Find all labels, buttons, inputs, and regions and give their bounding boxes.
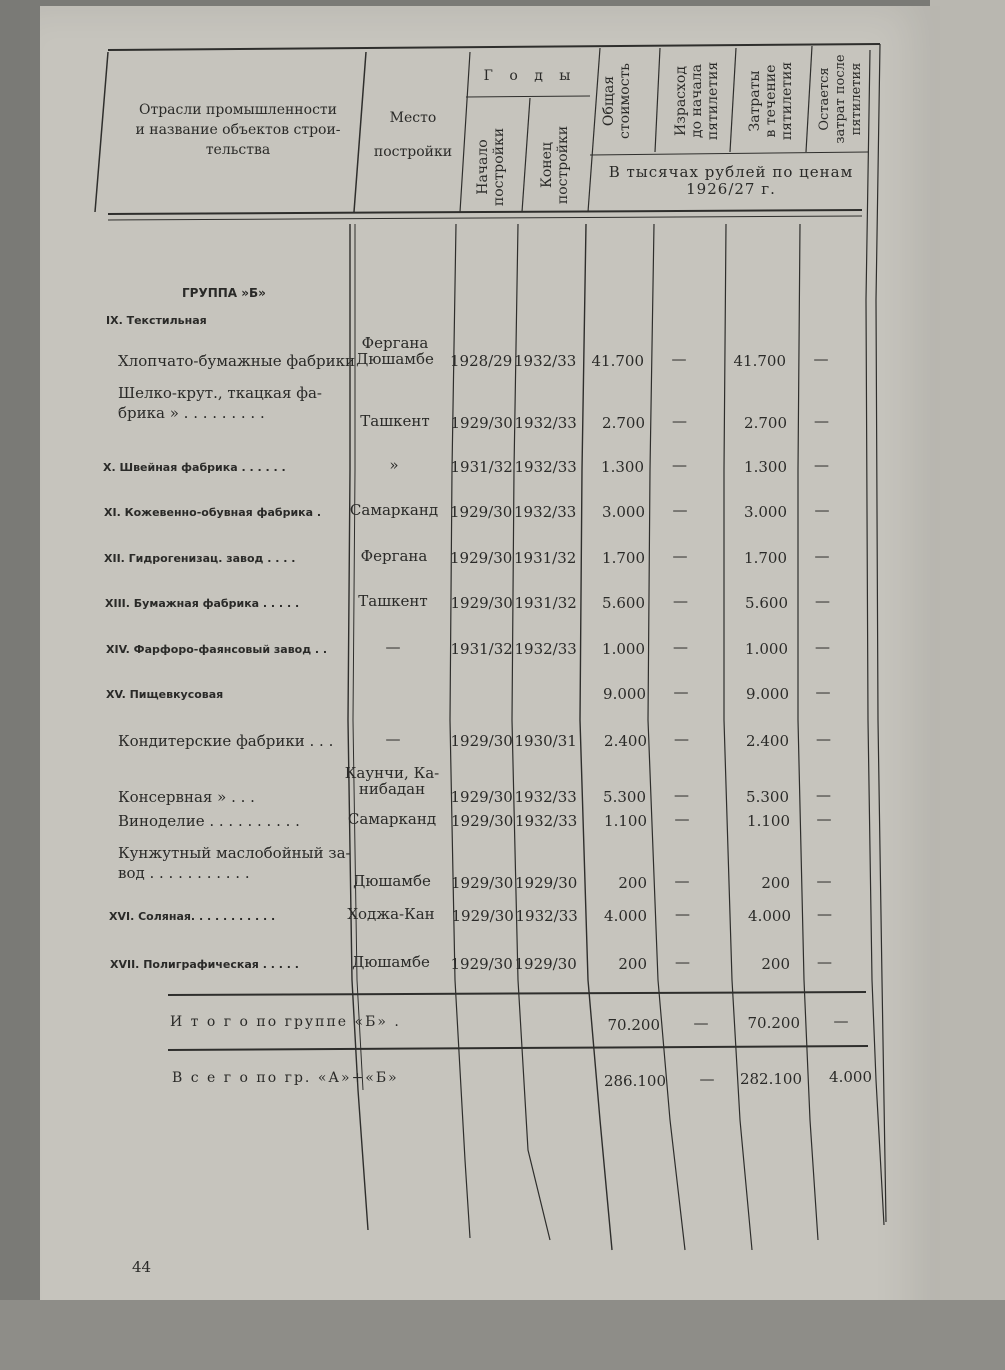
row-remaining: — [814,456,829,474]
subtotal-remaining: — [833,1012,849,1030]
row-name-line: XVII. Полиграфическая . . . . . [110,958,299,971]
row-place: Дюшамбе [353,872,431,890]
place-header-line: Место [389,110,437,126]
header-line: Начало [475,139,491,195]
row-end-year: 1931/32 [514,549,577,567]
row-end-year: 1932/33 [514,458,577,476]
subtotal-label: И т о г о по группе «Б» . [170,1014,401,1030]
row-start-year: 1928/29 [450,352,513,370]
row-total-cost: 1.000 [602,640,645,658]
row-remaining: — [814,501,830,519]
row-total-cost: 5.600 [602,594,645,612]
row-spent-during: 200 [761,955,790,973]
row-spent-before: — [673,592,688,610]
header-line: пятилетия [849,62,864,136]
header-line: постройки [555,125,571,205]
row-place: Ташкент [360,412,430,430]
row-place: Дюшамбе [356,350,434,368]
row-name-line: Шелко-крут., ткацкая фа- [118,384,322,402]
row-total-cost: 9.000 [603,685,646,703]
grand-total-total-cost: 286.100 [603,1072,666,1090]
end-year-header [539,105,573,225]
row-place: Дюшамбе [352,953,430,971]
units-line: В тысячах рублей по ценам [608,163,854,181]
row-spent-during: 1.000 [745,640,788,658]
row-name-line: XI. Кожевенно-обувная фабрика . [104,506,322,519]
row-end-year: 1929/30 [515,874,578,892]
spent-during-header [747,51,797,151]
row-start-year: 1929/30 [450,788,513,806]
spent-before-header [673,51,723,151]
row-end-year: 1932/33 [514,352,577,370]
row-end-year: 1932/33 [514,414,577,432]
row-name-line: брика » . . . . . . . . . [118,404,265,422]
row-start-year: 1929/30 [450,549,513,567]
header-line: Затраты [747,70,763,132]
row-total-cost: 200 [618,874,647,892]
subtotal-spent-before: — [693,1014,709,1032]
row-end-year: 1930/31 [514,732,577,750]
row-name-line: XIV. Фарфоро-фаянсовый завод . . [106,643,328,656]
row-total-cost: 200 [618,955,647,973]
grand-total-spent-during: 282.100 [739,1070,802,1088]
industry-header-line: и название объектов строи- [135,122,341,138]
row-spent-before: — [673,683,689,701]
row-spent-during: 3.000 [744,503,787,521]
header-line: до начала [689,63,705,139]
units-header [596,164,866,198]
row-name-line: Кондитерские фабрики . . . [118,732,334,750]
row-end-year: 1931/32 [514,594,577,612]
total-cost-header [601,51,635,151]
header-line: пятилетия [705,61,721,141]
header-line: Общая [601,75,617,127]
row-spent-during: 41.700 [733,352,786,370]
row-start-year: 1929/30 [451,874,514,892]
row-end-year: 1932/33 [514,503,577,521]
row-total-cost: 2.700 [602,414,645,432]
row-place: Фергана [361,334,429,352]
header-line: в течение [763,64,779,138]
row-spent-during: 200 [761,874,790,892]
row-start-year: 1929/30 [450,732,513,750]
row-remaining: — [816,786,831,804]
row-place: Фергана [360,547,428,565]
row-end-year: 1932/33 [514,788,577,806]
row-end-year: 1932/33 [515,812,578,830]
start-year-header [475,107,509,227]
industry-column-header [118,100,358,160]
row-place: Каунчи, Ка- [344,764,440,782]
row-end-year: 1929/30 [514,955,577,973]
row-name-line: Консервная » . . . [118,788,255,806]
place-column-header [362,108,464,162]
row-spent-during: 2.700 [744,414,787,432]
header-line: Израсход [673,66,689,136]
remaining-header [817,49,867,149]
industry-header-line: Отрасли промышленности [138,102,337,118]
row-spent-before: — [672,456,687,474]
row-remaining: — [815,683,831,701]
row-place: Самарканд [347,810,437,828]
row-place: нибадан [358,780,426,798]
row-name-line: Виноделие . . . . . . . . . . [118,812,300,830]
row-end-year: 1932/33 [514,640,577,658]
row-spent-during: 2.400 [746,732,789,750]
place-header-line: постройки [373,144,453,160]
header-line: Конец [539,142,555,188]
row-place: — [385,730,401,748]
header-line: пятилетия [779,61,795,141]
years-group-header: Г о д ы [483,68,577,84]
row-spent-before: — [672,547,688,565]
row-name-line: XVI. Соляная. . . . . . . . . . . [109,910,276,923]
row-remaining: — [816,730,831,748]
row-total-cost: 41.700 [591,352,644,370]
row-spent-during: 5.600 [745,594,788,612]
row-name-line: Кунжутный маслобойный за- [118,844,351,862]
header-line: стоимость [617,63,633,139]
row-remaining: — [816,872,832,890]
row-start-year: 1929/30 [451,907,514,925]
row-remaining: — [816,810,832,828]
row-name-line: XV. Пищевкусовая [106,688,224,701]
row-spent-during: 1.100 [747,812,790,830]
row-spent-before: — [672,412,687,430]
group-title: ГРУППА »Б» [182,286,266,300]
row-start-year: 1929/30 [450,503,513,521]
row-spent-before: — [675,953,690,971]
row-total-cost: 3.000 [602,503,645,521]
row-name-line: XII. Гидрогенизац. завод . . . . [104,552,296,565]
row-remaining: — [817,953,832,971]
row-name-line: XIII. Бумажная фабрика . . . . . [105,597,300,610]
row-spent-before: — [673,638,688,656]
row-start-year: 1929/30 [450,414,513,432]
row-remaining: — [814,412,829,430]
row-start-year: 1929/30 [450,594,513,612]
row-place: Самарканд [349,501,439,519]
row-start-year: 1929/30 [450,955,513,973]
row-spent-during: 5.300 [746,788,789,806]
row-spent-during: 1.700 [744,549,787,567]
grand-total-spent-before: — [699,1070,715,1088]
row-place: Ходжа-Кан [347,905,435,923]
row-remaining: — [815,638,830,656]
row-spent-before: — [671,350,687,368]
row-total-cost: 4.000 [604,907,647,925]
row-name-line: X. Швейная фабрика . . . . . . [103,461,286,474]
header-line: постройки [491,127,507,207]
row-spent-during: 1.300 [744,458,787,476]
row-total-cost: 1.100 [604,812,647,830]
row-spent-before: — [674,730,689,748]
subtotal-spent-during: 70.200 [747,1014,800,1032]
subtotal-total-cost: 70.200 [607,1016,660,1034]
row-end-year: 1932/33 [515,907,578,925]
row-spent-during: 4.000 [748,907,791,925]
page-number: 44 [132,1258,152,1276]
row-remaining: — [815,592,830,610]
row-start-year: 1929/30 [451,812,514,830]
row-remaining: — [817,905,832,923]
row-total-cost: 1.300 [601,458,644,476]
row-place: Ташкент [358,592,428,610]
row-name-line: вод . . . . . . . . . . . [118,864,250,882]
row-spent-before: — [674,786,689,804]
row-start-year: 1931/32 [450,640,513,658]
row-spent-during: 9.000 [746,685,789,703]
row-remaining: — [813,350,829,368]
row-total-cost: 1.700 [602,549,645,567]
row-place: » [389,456,399,474]
row-name-line: Хлопчато-бумажные фабрики [118,352,356,370]
row-spent-before: — [672,501,688,519]
section-title: IX. Текстильная [106,314,207,327]
row-spent-before: — [675,905,690,923]
row-remaining: — [814,547,830,565]
grand-total-remaining: 4.000 [829,1068,872,1086]
row-total-cost: 5.300 [603,788,646,806]
row-place: — [385,638,401,656]
industry-header-line: тельства [205,142,271,158]
row-total-cost: 2.400 [604,732,647,750]
row-start-year: 1931/32 [450,458,513,476]
units-line: 1926/27 г. [686,180,776,198]
row-spent-before: — [674,810,690,828]
header-line: затрат после [833,54,848,144]
grand-total-label: В с е г о по гр. «А»+«Б» [172,1070,399,1086]
row-spent-before: — [674,872,690,890]
header-line: Остается [817,67,832,131]
